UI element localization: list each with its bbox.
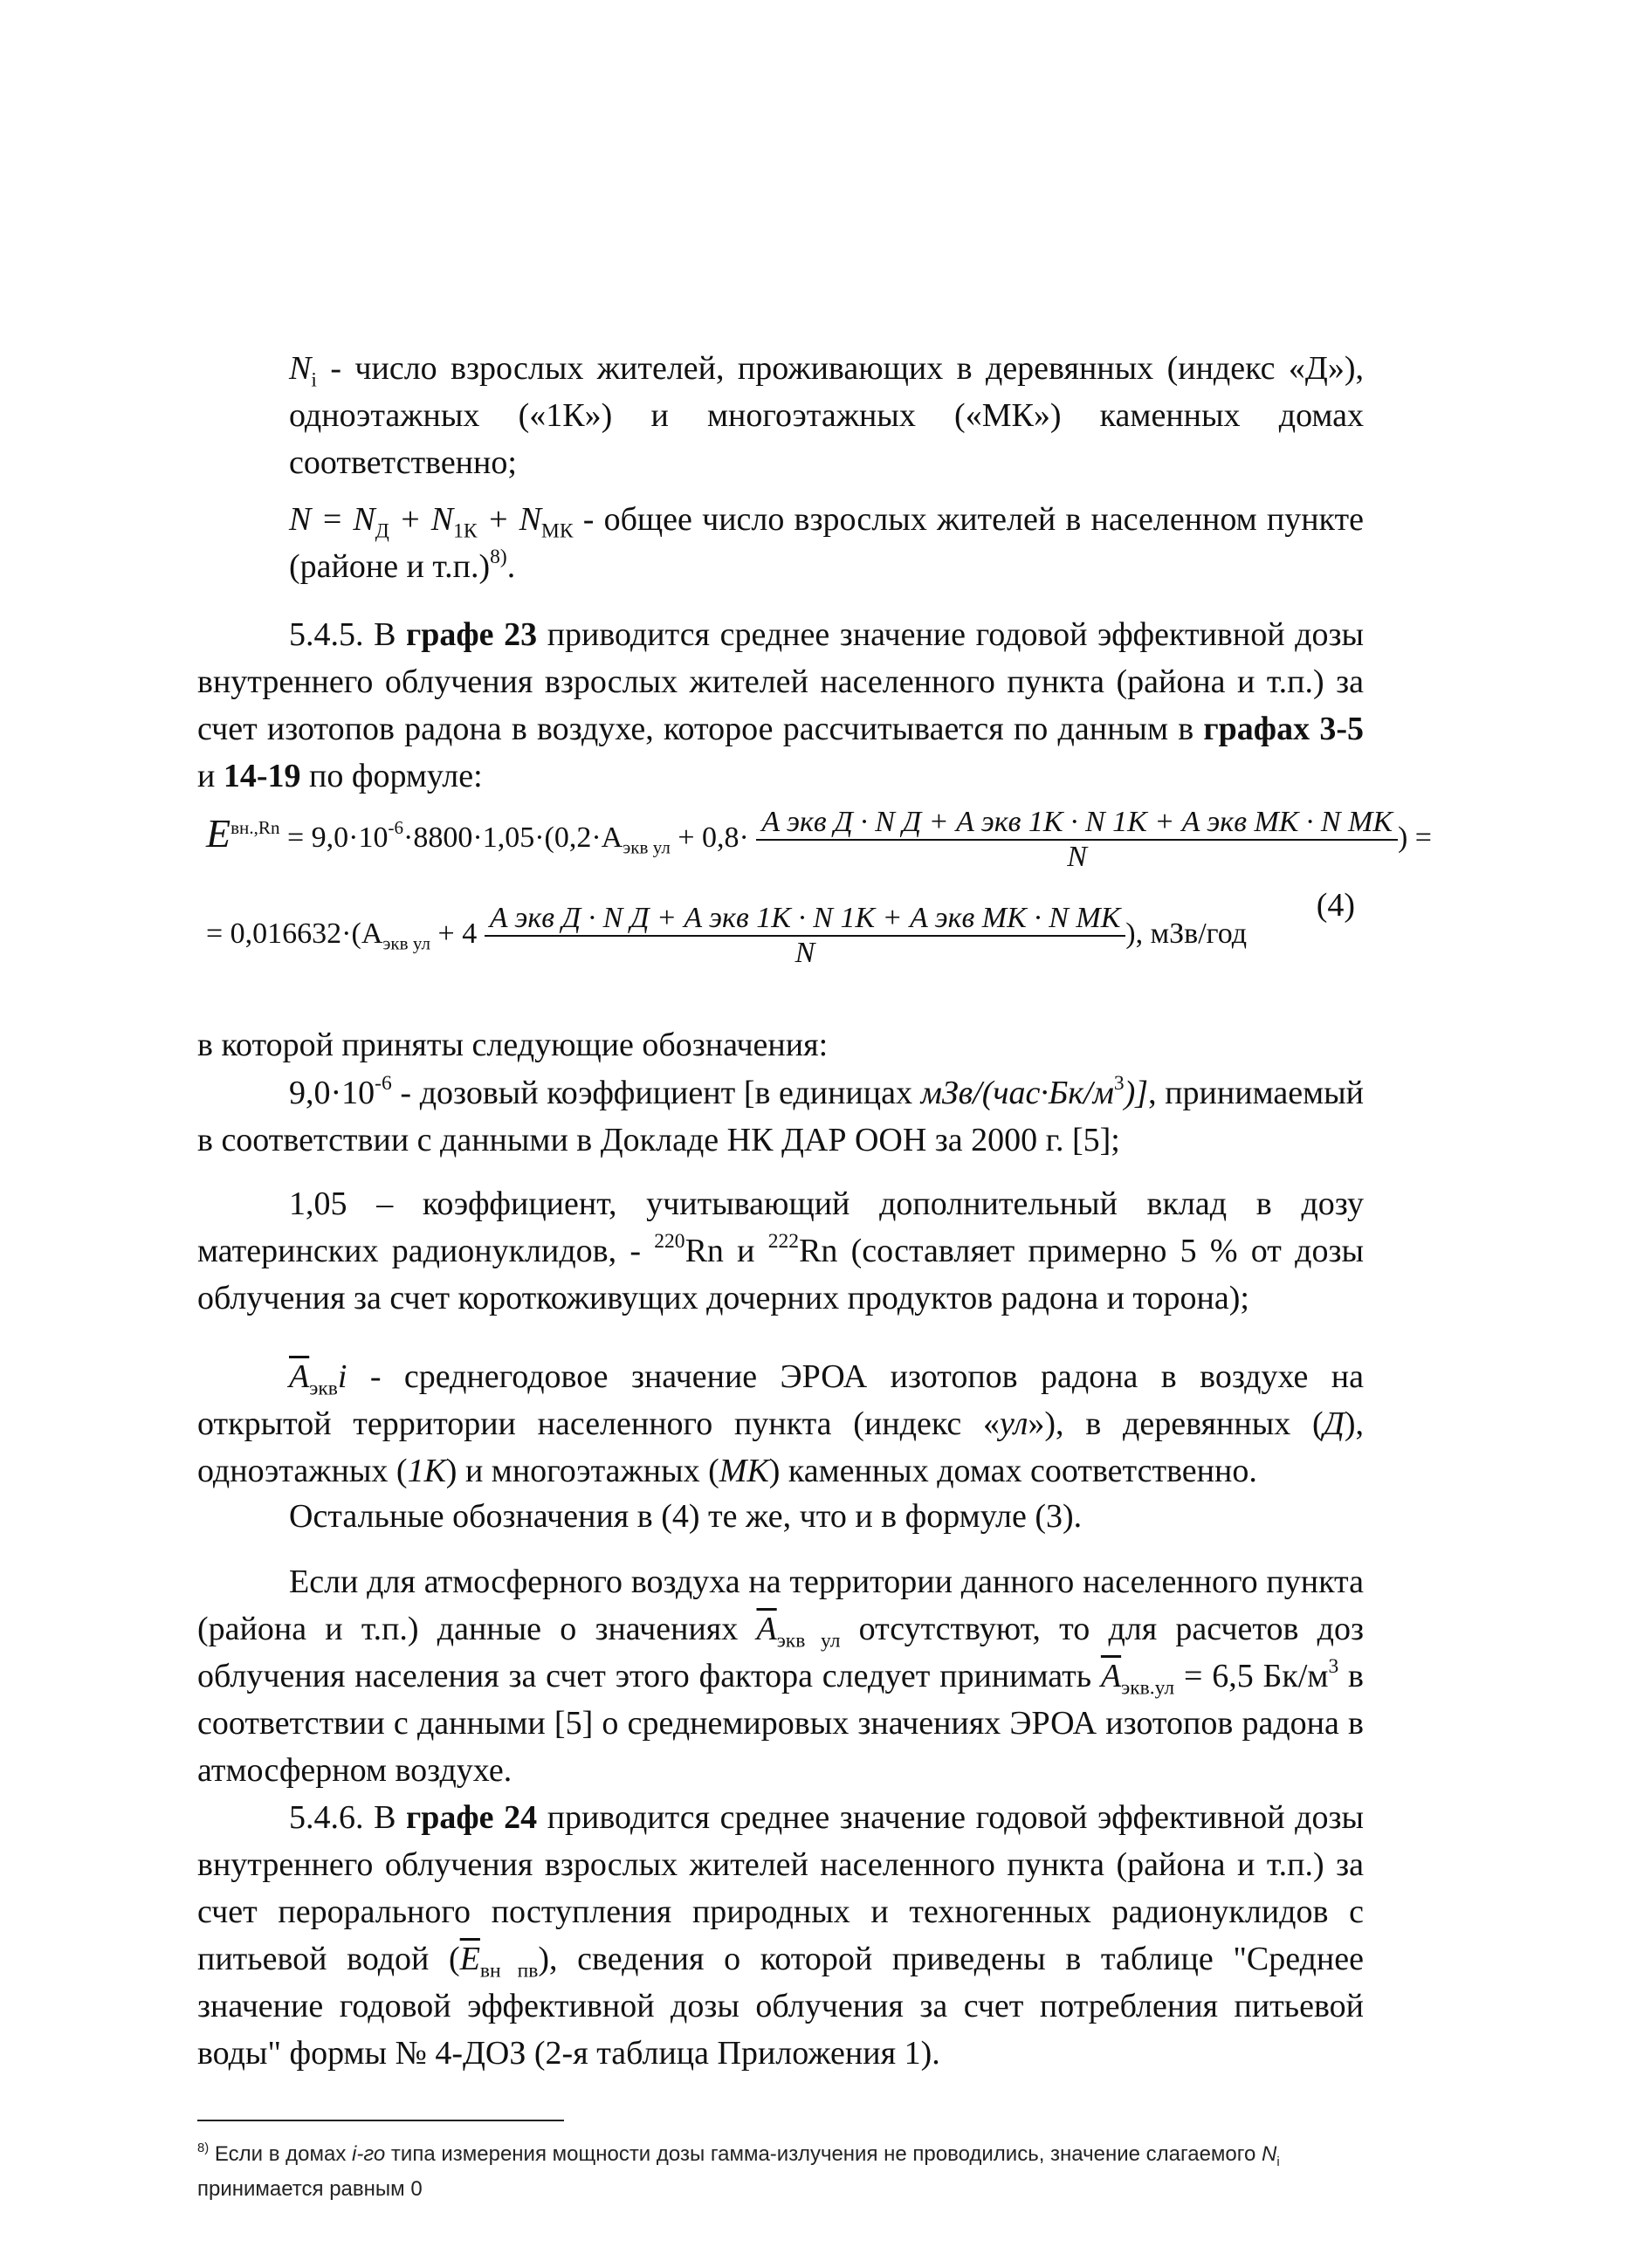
- unit: мЗв/(час·Бк/м: [920, 1075, 1114, 1111]
- symbol-n: N: [289, 350, 312, 387]
- formula-e: E: [206, 810, 231, 856]
- formula-line-2: [206, 902, 1247, 970]
- fraction-1: [756, 806, 1398, 874]
- unit-sup: 3: [1328, 1655, 1339, 1678]
- subscript-mk: МК: [540, 519, 574, 543]
- footnote-mark: 8): [197, 2141, 210, 2155]
- formula-e-sup: вн.,Rn: [230, 817, 280, 839]
- paragraph-text-2: отсутствуют, то для расчетов доз облучения населения за счет этого фактора следует принимать: [197, 1611, 1364, 1694]
- subscript-ekv: экв: [309, 1377, 338, 1400]
- formula-sub-ul: экв ул: [623, 836, 671, 858]
- bold-column-23: графе 23: [406, 616, 538, 653]
- section-text: приводится среднее значение годовой эффективной дозы внутреннего облучения взрослых жителей населенного пункта (района и т.п.) за счет перорального поступления природных и техногенных радионуклидов с питьевой водой (: [197, 1799, 1364, 1977]
- footnote-italic: i-го: [352, 2142, 386, 2166]
- footnote-symbol-n: N: [1262, 2142, 1277, 2166]
- definition-text-5: ) каменных домах соответственно.: [768, 1453, 1257, 1489]
- footnote-separator: [197, 2120, 564, 2121]
- fraction-2: [485, 902, 1126, 970]
- definition-text-3: ), одноэтажных (: [197, 1405, 1364, 1489]
- footnote-ref: 8): [490, 546, 507, 568]
- symbol-a-2: $\overline{A}$: [1100, 1658, 1122, 1694]
- index-1k: 1К: [407, 1453, 446, 1489]
- period: .: [506, 548, 516, 585]
- subscript-ekv-ul: экв ул: [776, 1629, 841, 1653]
- definition-text-2: »), в деревянных (: [1028, 1405, 1324, 1442]
- footnote-8: [197, 2137, 1364, 2207]
- formula-plus-1: + N: [389, 501, 454, 538]
- index-d: Д: [1323, 1405, 1345, 1442]
- definition-a-ekv-i: [197, 1353, 1364, 1495]
- unit-sup: 3: [1113, 1072, 1125, 1095]
- default-value-paragraph: [197, 1558, 1364, 1794]
- notation-intro-text: в которой приняты следующие обозначения:: [197, 1027, 829, 1063]
- unit-end: )]: [1124, 1075, 1149, 1111]
- definition-coefficient-1-05: [197, 1180, 1364, 1322]
- formula-close-1: ) =: [1397, 821, 1432, 854]
- subscript-1k: 1К: [453, 519, 478, 543]
- footnote-subscript-i: i: [1276, 2155, 1280, 2169]
- formula-lhs-2: = 0,016632·(A: [206, 917, 383, 950]
- coef-exp: -6: [375, 1072, 392, 1095]
- section-5-4-6: [197, 1794, 1364, 2077]
- formula-n: N = N: [289, 501, 375, 538]
- definition-text-2: , принимаемый в соответствии с данными в Докладе НК ДАР ООН за 2000 г. [5];: [197, 1075, 1365, 1158]
- bold-columns-14-19: 14-19: [223, 758, 301, 794]
- notation-intro: [197, 1021, 1364, 1069]
- bold-columns-3-5: графах 3-5: [1203, 711, 1364, 747]
- coef-value: 9,0·10: [289, 1075, 375, 1111]
- formula-plus-2: + 4: [430, 917, 478, 950]
- subscript-vn-pv: вн пв: [479, 1959, 539, 1983]
- footnote-text: Если в домах: [209, 2142, 353, 2166]
- bold-column-24: графе 24: [406, 1799, 538, 1836]
- definition-dose-coefficient: [197, 1069, 1364, 1164]
- fraction-1-denominator: N: [1067, 841, 1087, 873]
- rn-text-1: Rn и: [684, 1233, 768, 1269]
- index-ul: ул: [999, 1405, 1028, 1442]
- symbol-e: $\overline{E}$: [459, 1941, 480, 1977]
- definition-text: - среднегодовое значение ЭРОА изотопов радона в воздухе на открытой территории населенного пункта (индекс «: [197, 1358, 1364, 1442]
- formula-plus-2: + N: [477, 501, 541, 538]
- formula-sub-ul-2: экв ул: [382, 932, 431, 954]
- other-notations-text: Остальные обозначения в (4) те же, что и в формуле (3).: [289, 1498, 1083, 1535]
- definition-text: - дозовый коэффициент [в единицах: [391, 1075, 921, 1111]
- section-text-end: по формуле:: [300, 758, 483, 794]
- fraction-2-numerator: A экв Д · N Д + A экв 1К · N 1К + A экв МК · N МК: [485, 902, 1126, 937]
- formula-part: ·8800·1,05·(0,2·A: [403, 821, 623, 854]
- formula-plus: + 0,8·: [670, 821, 749, 854]
- symbol-i: i: [337, 1358, 347, 1395]
- other-notations: [197, 1493, 1364, 1540]
- formula-coef: = 9,0·10: [279, 821, 389, 854]
- subscript-ekv-ul-2: экв.ул: [1121, 1676, 1175, 1700]
- definition-n-total: [197, 496, 1364, 590]
- isotope-220: 220: [654, 1230, 685, 1253]
- fraction-2-denominator: N: [794, 937, 815, 969]
- definition-text: 1,05 – коэффициент, учитывающий дополнительный вклад в дозу материнских радионуклидов, -: [197, 1186, 1364, 1269]
- symbol-a: $\overline{A}$: [756, 1611, 777, 1647]
- paragraph-text-3: в соответствии с данными [5] о среднемировых значениях ЭРОА изотопов радона в атмосферном воздухе.: [197, 1658, 1364, 1789]
- definition-text-4: ) и многоэтажных (: [445, 1453, 719, 1489]
- symbol-a: $\overline{A}$: [289, 1358, 310, 1395]
- default-value: = 6,5 Бк/м: [1174, 1658, 1329, 1694]
- footnote-text-2: типа измерения мощности дозы гамма-излучения не проводились, значение слагаемого: [385, 2142, 1262, 2166]
- section-lead: 5.4.6. В: [289, 1799, 406, 1836]
- formula-exp: -6: [388, 817, 404, 839]
- definition-text: - число взрослых жителей, проживающих в деревянных (индекс «Д»), одноэтажных («1К») и многоэтажных («МК») каменных домах соответственно;: [289, 350, 1364, 481]
- fraction-1-numerator: A экв Д · N Д + A экв 1К · N 1К + A экв МК · N МК: [756, 806, 1398, 841]
- formula-close-2: ), мЗв/год: [1125, 917, 1248, 950]
- definition-n-i: [197, 345, 1364, 486]
- index-mk: МК: [719, 1453, 769, 1489]
- section-5-4-5: [197, 611, 1364, 800]
- footnote-text-3: принимается равным 0: [197, 2177, 423, 2201]
- section-text: приводится среднее значение годовой эффективной дозы внутреннего облучения взрослых жителей населенного пункта (района и т.п.) за счет изотопов радона в воздухе, которое рассчитывается по данным в: [197, 616, 1364, 747]
- formula-line-1: [206, 806, 1432, 874]
- isotope-222: 222: [767, 1230, 800, 1253]
- section-text-2: ), сведения о которой приведены в таблице "Среднее значение годовой эффективной дозы облучения за счет потребления питьевой воды" формы № 4-ДОЗ (2-я таблица Приложения 1).: [197, 1941, 1364, 2072]
- conjunction: и: [197, 758, 224, 794]
- subscript-i: i: [311, 368, 317, 392]
- paragraph-text: Если для атмосферного воздуха на территории данного населенного пункта (района и т.п.) данные о значениях: [197, 1564, 1364, 1647]
- definition-text: - общее число взрослых жителей в населенном пункте (районе и т.п.): [289, 501, 1364, 585]
- section-lead: 5.4.5. В: [289, 616, 406, 653]
- subscript-d: Д: [375, 519, 389, 543]
- rn-text-2: Rn (составляет примерно 5 % от дозы облучения за счет короткоживущих дочерних продуктов радона и торона);: [197, 1233, 1364, 1316]
- formula-4: [197, 799, 1432, 1000]
- equation-number: (4): [1316, 887, 1355, 924]
